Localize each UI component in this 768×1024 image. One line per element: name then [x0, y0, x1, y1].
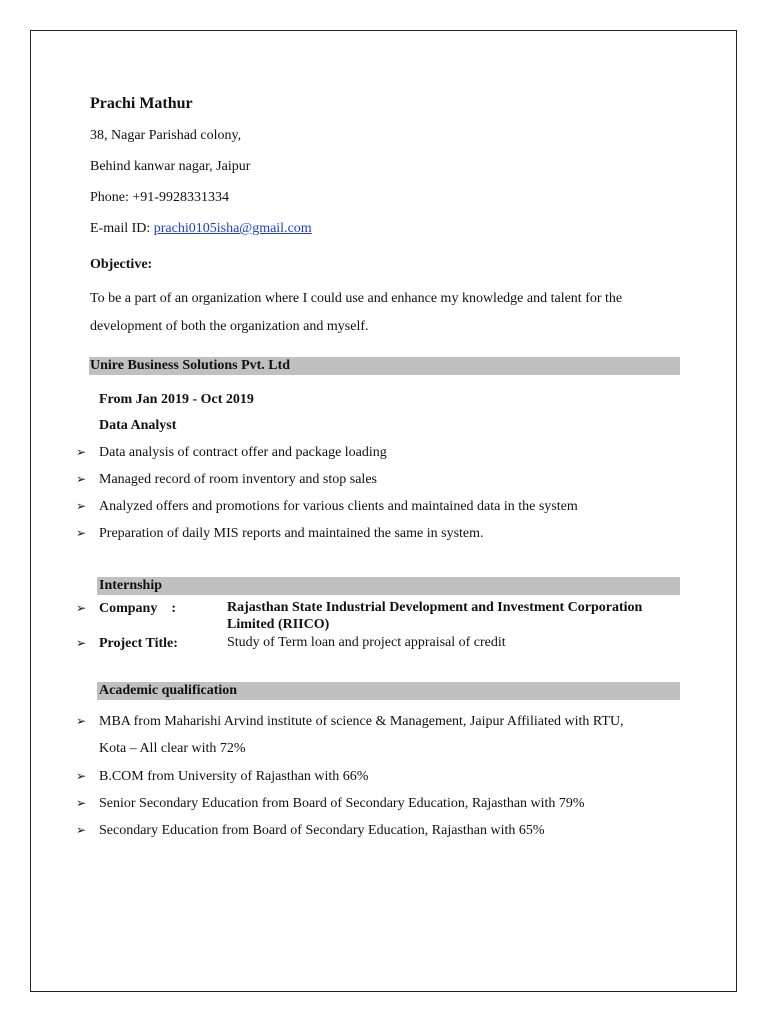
- email-label: E-mail ID:: [90, 221, 154, 236]
- bullet-arrow-icon: ➢: [76, 796, 87, 810]
- list-item: ➢ Analyzed offers and promotions for various clients and maintained data in the system: [76, 499, 578, 514]
- bullet-arrow-icon: ➢: [76, 472, 87, 486]
- academics-heading-bar: Academic qualification: [97, 682, 680, 700]
- project-value: Study of Term loan and project appraisal of credit: [227, 635, 506, 650]
- bullet-arrow-icon: ➢: [76, 499, 87, 513]
- list-item: ➢ Managed record of room inventory and stop sales: [76, 472, 377, 487]
- phone: Phone: +91-9928331334: [90, 190, 229, 205]
- internship-heading-bar: Internship: [97, 577, 680, 595]
- bullet-arrow-icon: ➢: [76, 714, 87, 728]
- experience-period: From Jan 2019 - Oct 2019: [99, 392, 254, 407]
- internship-company-row: [76, 599, 176, 618]
- list-item: ➢ Secondary Education from Board of Secondary Education, Rajasthan with 65%: [76, 823, 545, 838]
- project-label: Project Title:: [99, 636, 178, 651]
- experience-company-bar: Unire Business Solutions Pvt. Ltd: [89, 357, 680, 375]
- company-label: Company :: [99, 601, 177, 616]
- list-item: ➢ Senior Secondary Education from Board of Secondary Education, Rajasthan with 79%: [76, 796, 585, 811]
- email-row: [90, 220, 312, 238]
- bullet-arrow-icon: ➢: [76, 601, 87, 615]
- address-line-2: Behind kanwar nagar, Jaipur: [90, 159, 251, 174]
- address-line-1: 38, Nagar Parishad colony,: [90, 128, 242, 143]
- email-link[interactable]: prachi0105isha@gmail.com: [153, 221, 312, 236]
- bullet-arrow-icon: ➢: [76, 526, 87, 540]
- list-item: ➢ Preparation of daily MIS reports and maintained the same in system.: [76, 526, 484, 541]
- bullet-arrow-icon: ➢: [76, 769, 87, 783]
- list-item: ➢ Data analysis of contract offer and package loading: [76, 445, 387, 460]
- bullet-arrow-icon: ➢: [76, 445, 87, 459]
- objective-line-1: To be a part of an organization where I could use and enhance my knowledge and talent for the: [90, 291, 623, 306]
- internship-project-row: [76, 634, 178, 653]
- company-value-line-1: Rajasthan State Industrial Development and Investment Corporation: [227, 600, 643, 615]
- bullet-arrow-icon: ➢: [76, 823, 87, 837]
- experience-role: Data Analyst: [99, 418, 177, 433]
- bullet-arrow-icon: ➢: [76, 636, 87, 650]
- objective-heading: Objective:: [90, 257, 153, 272]
- objective-line-2: development of both the organization and myself.: [90, 319, 369, 334]
- candidate-name: Prachi Mathur: [90, 95, 193, 112]
- list-item: ➢ B.COM from University of Rajasthan with 66%: [76, 769, 369, 784]
- mba-line-2: Kota – All clear with 72%: [99, 741, 246, 756]
- list-item: ➢ MBA from Maharishi Arvind institute of science & Management, Jaipur Affiliated with RTU,: [76, 714, 624, 729]
- company-value-line-2: Limited (RIICO): [227, 617, 330, 632]
